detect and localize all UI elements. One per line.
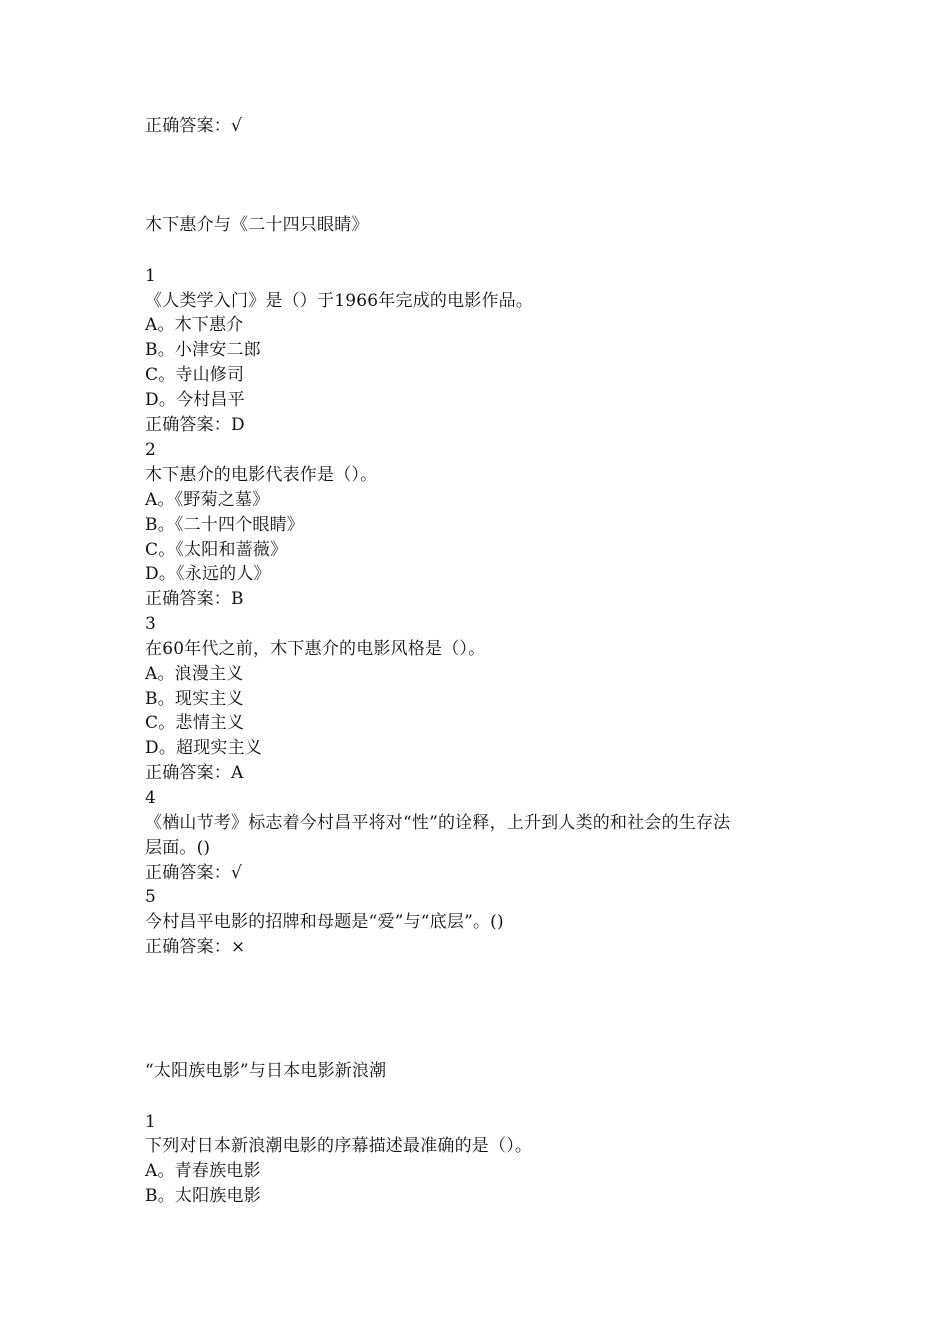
question-text: 《楢山节考》标志着今村昌平将对“性”的诠释，上升到人类的和社会的生存法 bbox=[145, 813, 731, 833]
section-title: “太阳族电影”与日本电影新浪潮 bbox=[145, 1061, 387, 1081]
option-c: C。悲情主义 bbox=[145, 713, 245, 733]
question-text: 《人类学入门》是（）于1966年完成的电影作品。 bbox=[145, 291, 534, 311]
option-b: B。太阳族电影 bbox=[145, 1186, 261, 1206]
option-a: A。《野菊之墓》 bbox=[145, 490, 270, 510]
option-d: D。今村昌平 bbox=[145, 390, 245, 410]
option-c: C。寺山修司 bbox=[145, 365, 245, 385]
answer-line: 正确答案：A bbox=[145, 763, 244, 783]
question-text: 木下惠介的电影代表作是（）。 bbox=[145, 465, 378, 485]
question-text-continued: 层面。() bbox=[145, 838, 211, 858]
answer-line: 正确答案：√ bbox=[145, 863, 243, 883]
answer-line: 正确答案：× bbox=[145, 937, 246, 957]
question-number: 1 bbox=[145, 266, 157, 286]
option-c: C。《太阳和蔷薇》 bbox=[145, 540, 288, 560]
option-a: A。青春族电影 bbox=[145, 1161, 261, 1181]
option-b: B。《二十四个眼睛》 bbox=[145, 515, 304, 535]
option-d: D。《永远的人》 bbox=[145, 564, 271, 584]
answer-line: 正确答案：D bbox=[145, 415, 245, 435]
question-number: 2 bbox=[145, 440, 157, 460]
question-text: 下列对日本新浪潮电影的序幕描述最准确的是（）。 bbox=[145, 1136, 533, 1156]
question-number: 5 bbox=[145, 887, 157, 907]
option-a: A。木下惠介 bbox=[145, 315, 244, 335]
question-number: 4 bbox=[145, 788, 157, 808]
question-number: 3 bbox=[145, 614, 157, 634]
question-text: 今村昌平电影的招牌和母题是“爱”与“底层”。() bbox=[145, 912, 504, 932]
question-text: 在60年代之前，木下惠介的电影风格是（）。 bbox=[145, 639, 486, 659]
option-b: B。现实主义 bbox=[145, 689, 244, 709]
answer-line: 正确答案：B bbox=[145, 589, 244, 609]
option-b: B。小津安二郎 bbox=[145, 340, 261, 360]
section-title: 木下惠介与《二十四只眼睛》 bbox=[145, 215, 369, 235]
answer-line: 正确答案：√ bbox=[145, 116, 243, 136]
question-number: 1 bbox=[145, 1112, 157, 1132]
option-d: D。超现实主义 bbox=[145, 738, 263, 758]
option-a: A。浪漫主义 bbox=[145, 664, 244, 684]
